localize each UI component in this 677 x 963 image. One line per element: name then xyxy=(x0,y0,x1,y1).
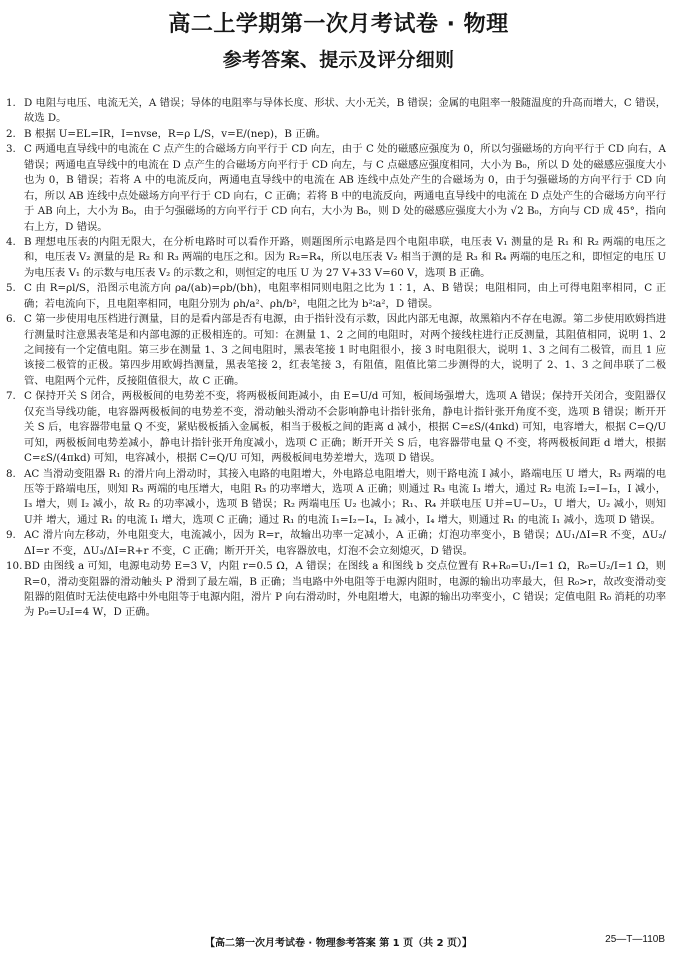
answer-number: 2. xyxy=(6,127,16,140)
answer-item-1 xyxy=(6,96,666,127)
answer-text: B 理想电压表的内阻无限大，在分析电路时可以看作开路，则题图所示电路是四个电阻串联，电压表 V₁ 测量的是 R₁ 和 R₂ 两端的电压之和，电压表 V₂ 测量的是 R₂ 和 R₃ 两端的电压之和。因为 R₂=R₄，所以电压表 V₂ 相当于测的是 R₃ 和 R₄ 两端的电压之和，即恒定的电压 U 为电压表 V₁ 的示数与电压表 V₂ 的示数之和，则恒定的电压 U 为 27 V+33 V=60 V，选项 B 正确。 xyxy=(24,235,666,279)
answer-text: BD 由图线 a 可知，电源电动势 E=3 V，内阻 r=0.5 Ω，A 错误；在图线 a 和图线 b 交点位置有 R+R₀=U₁/I=1 Ω，R₀=U₂/I=1 Ω，则 R=0，滑动变阻器的滑动触头 P 滑到了最左端，B 正确；当电路中外电阻等于电源内阻时，电源的输出功率最大，但 R₀>r，故改变滑动变阻器的阻值时无法使电路中外电阻等于电源内阻，滑片 P 向右滑动时，外电阻增大，电源的输出功率变小，C 错误；定值电阻 R₀ 消耗的功率为 P₀=U₂I=4 W，D 正确。 xyxy=(24,560,666,619)
answer-text: D 电阻与电压、电流无关，A 错误；导体的电阻率与导体长度、形状、大小无关，B 错误；金属的电阻率一般随温度的升高而增大，C 错误，故选 D。 xyxy=(24,97,666,125)
answer-number: 5. xyxy=(6,282,16,295)
answer-number: 4. xyxy=(6,235,16,248)
footer-page-label: 【高二第一次月考试卷 · 物理参考答案 第 1 页（共 2 页）】 xyxy=(204,938,473,949)
answer-item-5 xyxy=(6,281,666,312)
page-subtitle: 参考答案、提示及评分细则 xyxy=(222,49,455,71)
answer-number: 7. xyxy=(6,390,16,403)
answer-text: AC 滑片向左移动，外电阻变大，电流减小，因为 R=r，故输出功率一定减小，A 正确；灯泡功率变小，B 错误；ΔU₁/ΔI=R 不变，ΔU₂/ΔI=r 不变，ΔU₃/ΔI=R+r 不变，C 正确；断开开关，电容器放电，灯泡不会立刻熄灭，D 错误。 xyxy=(24,529,666,557)
answer-text: C 两通电直导线中的电流在 C 点产生的合磁场方向平行于 CD 向左，由于 C 处的磁感应强度为 0，所以匀强磁场的方向平行于 CD 向右，A 错误；两通电直导线中的电流在 D 点产生的合磁场方向平行于 CD 向左，与 C 点磁感应强度相同，大小为 B₀，所以 D 处的磁感应强度大小也为 0，B 错误；若将 A 中的电流反向，两通电直导线中的电流在 AB 连线中点处产生的合磁场为 0，由于匀强磁场的方向平行于 CD 向右，所以 AB 连线中点处磁场方向平行于 CD 向右，C 正确；若将 B 中的电流反向，两通电直导线中的电流在 D 点处产生的合磁场方向平行于 AB 向上，大小为 B₀，由于匀强磁场的方向平行于 CD 向右，大小为 B₀，则 D 处的磁感应强度大小为 √2 B₀，方向与 CD 成 45°，指向右上方，D 错误。 xyxy=(24,143,666,233)
answer-text: C 由 R=ρl/S，沿图示电流方向 ρa/(ab)=ρb/(bh)，电阻率相同则电阻之比为 1∶1，A、B 错误；电阻相同，由上可得电阻率相同，C 正确；若电流向下，且电阻率相同，电阻分别为 ρh/a²、ρh/b²，电阻之比为 b²∶a²，D 错误。 xyxy=(24,282,666,310)
answer-text: C 保持开关 S 闭合，两极板间的电势差不变，将两极板间距减小，由 E=U/d 可知，板间场强增大，选项 A 错误；保持开关闭合，变阻器仅仅充当导线功能，电容器两极板间的电势差不变，滑动触头滑动不会影响静电计指针张角，静电计指针张开角度不变，选项 B 错误；断开开关 S 后，电容器带电量 Q 不变，紧贴极板插入金属板，相当于极板之间的距离 d 减小，根据 C=εS/(4πkd) 可知，电容增大，根据 C=Q/U 可知，两极板间电势差减小，静电计指针张开角度减小，选项 C 正确；断开开关 S 后，电容器带电量 Q 不变，将两极板间距 d 增大，根据 C=εS/(4πkd) 可知，电容减小，根据 C=Q/U 可知，两极板间电势差增大，选项 D 错误。 xyxy=(24,390,666,465)
answer-number: 6. xyxy=(6,313,16,326)
answer-item-7 xyxy=(6,389,666,466)
page-title: 高二上学期第一次月考试卷 · 物理 xyxy=(168,12,509,37)
answer-number: 9. xyxy=(6,529,16,542)
answer-item-4 xyxy=(6,235,666,281)
answer-item-8 xyxy=(6,467,666,529)
page-footer xyxy=(0,934,677,952)
answers-list xyxy=(6,96,666,621)
answer-number: 1. xyxy=(6,97,16,109)
answer-text: C 第一步使用电压档进行测量，目的是看内部是否有电源，由于指针没有示数，因此内部无电源，故黑箱内不存在电源。第二步使用欧姆挡进行测量时注意黑表笔是和内部电源的正极相连的。可知：在测量 1、2 之间的电阻时，对两个接线柱进行正反测量，其阻值相同，说明 1、2 之间接有一个定值电阻。第三步在测量 1、3 之间电阻时，黑表笔接 1 时电阻很小，接 3 时电阻很大，说明 1、3 之间有二极管，而且 1 应该接二极管的正极。第四步用欧姆挡测量，黑表笔接 2，红表笔接 3，有阻值，阻值比第二步测得的大，说明了 2、1、3 之间串联了二极管、电阻两个元件，反接阻值很大，故 C 正确。 xyxy=(24,313,666,387)
answer-item-9 xyxy=(6,528,666,559)
answer-item-6 xyxy=(6,312,666,389)
answer-number: 8. xyxy=(6,467,16,480)
answer-item-3 xyxy=(6,142,666,235)
answer-number: 3. xyxy=(6,143,16,156)
footer-paper-code: 25—T—110B xyxy=(605,934,665,945)
answer-text: B 根据 U=EL=IR，I=nvse，R=ρ L/S，v=E/(nep)，B 正确。 xyxy=(24,127,327,140)
answer-item-2 xyxy=(6,127,666,142)
answer-text: AC 当滑动变阻器 R₁ 的滑片向上滑动时，其接入电路的电阻增大，外电路总电阻增大，则干路电流 I 减小，路端电压 U 增大，R₃ 两端的电压等于路端电压，则知 R₃ 两端的电压增大，电阻 R₃ 的功率增大，选项 A 正确；则通过 R₃ 电流 I₃ 增大，通过 R₂ 电流 I₂=I−I₃，I 减小，I₃ 增大，则 I₂ 减小，故 R₂ 的功率减小，选项 B 错误；R₂ 两端电压 U₂ 也减小；R₁、R₄ 并联电压 U并=U−U₂，U 增大，U₂ 减小，则知 U并 增大，通过 R₁ 的电流 I₁ 增大，选项 C 正确；通过 R₁ 的电流 I₁=I₂−I₄，I₂ 减小，I₄ 增大，则通过 R₁ 的电流 I₁ 减小，选项 D 错误。 xyxy=(24,467,666,526)
answer-number: 10. xyxy=(6,560,23,573)
answer-item-10 xyxy=(6,559,666,621)
